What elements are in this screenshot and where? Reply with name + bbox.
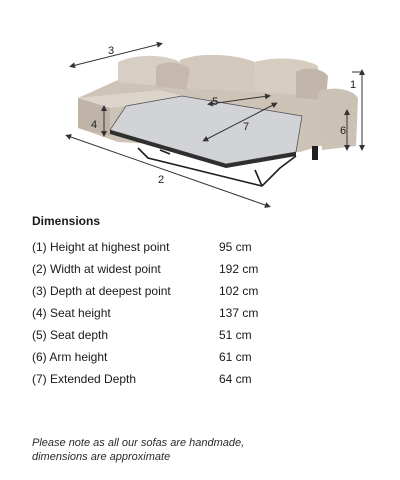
- dim-label-2: 2: [158, 174, 165, 186]
- dimension-row: [32, 368, 372, 390]
- dimension-value: 102 cm: [219, 284, 259, 298]
- dimension-value: 95 cm: [219, 240, 252, 254]
- dimension-label: (5) Seat depth: [32, 328, 109, 342]
- dimension-row: [32, 236, 372, 258]
- dim-label-6: 6: [340, 125, 347, 137]
- dim-label-1: 1: [350, 79, 357, 91]
- dimension-label: (4) Seat height: [32, 306, 111, 320]
- dimension-row: [32, 346, 372, 368]
- dimension-row: [32, 280, 372, 302]
- dim-label-4: 4: [91, 119, 98, 131]
- dimension-value: 61 cm: [219, 350, 252, 364]
- sofa-bed-diagram: [0, 0, 400, 210]
- handmade-note: [32, 436, 372, 464]
- dimensions-heading: Dimensions: [32, 214, 101, 228]
- dimension-label: (3) Depth at deepest point: [32, 284, 171, 298]
- dimension-value: 137 cm: [219, 306, 259, 320]
- dimension-value: 192 cm: [219, 262, 259, 276]
- note-line-1: Please note as all our sofas are handmade,: [32, 437, 245, 449]
- dimension-label: (2) Width at widest point: [32, 262, 161, 276]
- dimension-row: [32, 258, 372, 280]
- dim-label-5: 5: [212, 96, 219, 108]
- dimension-label: (7) Extended Depth: [32, 372, 137, 386]
- note-line-2: dimensions are approximate: [32, 451, 171, 463]
- dimension-label: (6) Arm height: [32, 350, 108, 364]
- dim-label-3: 3: [108, 45, 115, 57]
- dimension-label: (1) Height at highest point: [32, 240, 170, 254]
- dimensions-table: [32, 214, 372, 390]
- dimension-row: [32, 302, 372, 324]
- dim-label-7: 7: [243, 121, 250, 133]
- dimension-row: [32, 324, 372, 346]
- dimension-value: 64 cm: [219, 372, 252, 386]
- dimension-value: 51 cm: [219, 328, 252, 342]
